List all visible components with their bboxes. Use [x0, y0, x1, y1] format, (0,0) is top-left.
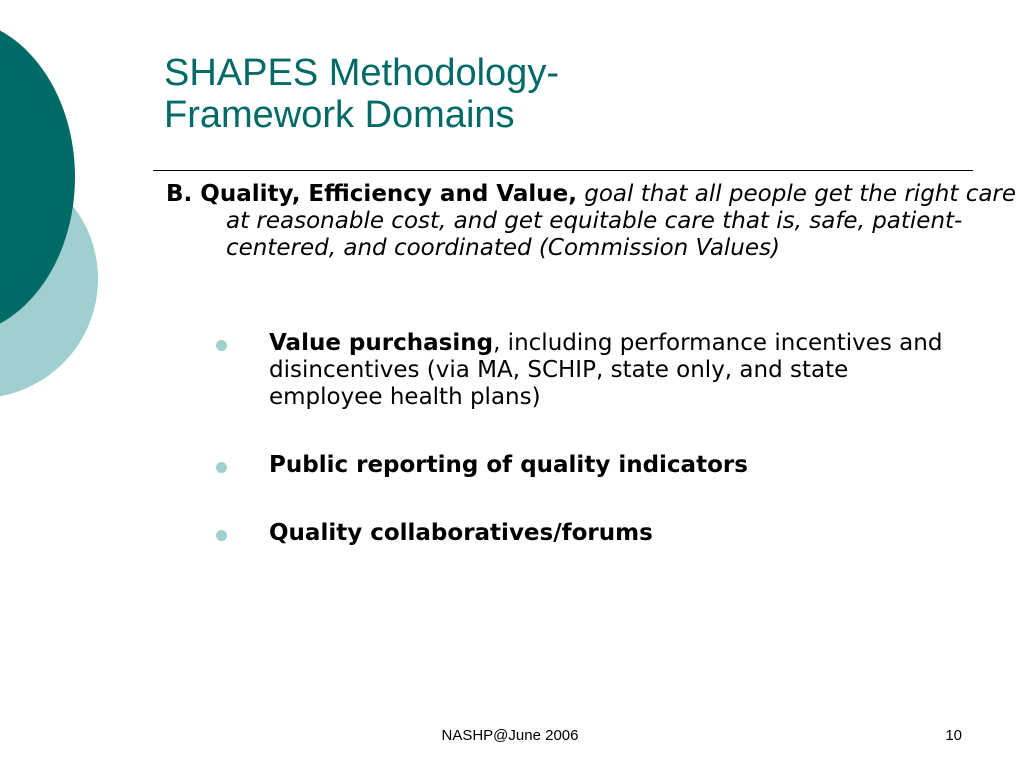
domain-description — [166, 181, 1024, 262]
bullet-item — [216, 520, 956, 547]
footer-text: NASHP@June 2006 — [441, 727, 579, 744]
bullet-item — [216, 452, 956, 479]
bullet-dot-icon — [216, 462, 227, 473]
bullet-dot-icon — [216, 340, 227, 351]
domain-goal: goal that all people get the right care at reasonable cost, and get equitable care that is, safe, patient-centered, and coordinated (Commission Values) — [226, 181, 1017, 261]
bullet-item — [216, 330, 956, 411]
slide-title-line-2: Framework Domains — [164, 94, 515, 136]
bullet-list — [216, 330, 956, 588]
page-number: 10 — [945, 727, 962, 744]
bullet-bold-text: Public reporting of quality indicators — [269, 452, 748, 478]
title-divider — [153, 170, 973, 171]
domain-heading: B. Quality, Efficiency and Value, — [166, 181, 577, 207]
bullet-dot-icon — [216, 530, 227, 541]
bullet-text: , including performance incentives and disincentives (via MA, SCHIP, state only, and state employee health plans) — [269, 330, 943, 410]
bullet-bold-text: Quality collaboratives/forums — [269, 520, 653, 546]
slide-title-line-1: SHAPES Methodology- — [164, 52, 559, 94]
slide-title — [164, 52, 964, 136]
bullet-bold-text: Value purchasing — [269, 330, 494, 356]
